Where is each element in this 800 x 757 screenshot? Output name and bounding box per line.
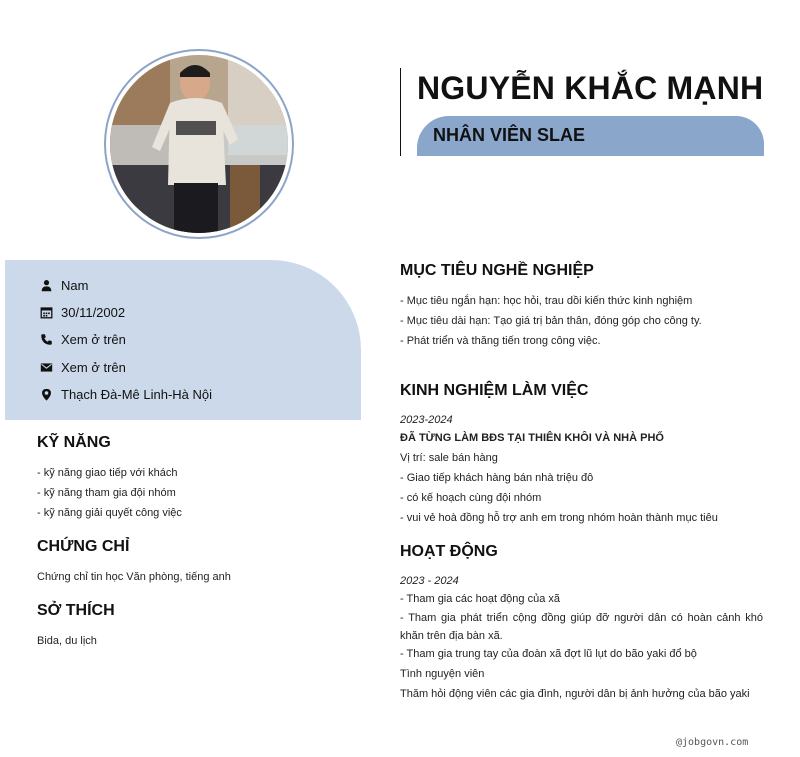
activity-item: Thăm hỏi động viên các gia đình, người dân bị ảnh hưởng của bão yaki <box>400 688 750 700</box>
activity-item: Tình nguyện viên <box>400 668 485 680</box>
location-pin-icon <box>39 387 53 401</box>
contact-address <box>39 384 212 404</box>
person-icon <box>39 278 53 292</box>
experience-heading: KINH NGHIỆM LÀM VIỆC <box>400 382 589 399</box>
gender-value: Nam <box>61 277 89 293</box>
avatar-photo <box>110 55 288 233</box>
objective-item: - Mục tiêu ngắn hạn: học hỏi, trau dồi kiến thức kinh nghiệm <box>400 295 693 307</box>
contact-gender <box>39 275 88 295</box>
activity-item: - Tham gia phát triển cộng đồng giúp đỡ người dân có hoàn cảnh khó khăn trên địa bàn xã. <box>400 612 763 642</box>
activities-period: 2023 - 2024 <box>400 575 459 587</box>
objective-item: - Phát triển và thăng tiến trong công việc. <box>400 335 601 347</box>
certificates-text: Chứng chỉ tin học Văn phòng, tiếng anh <box>37 571 231 583</box>
email-value: Xem ở trên <box>61 359 126 375</box>
skill-item: - kỹ năng giải quyết công việc <box>37 507 182 519</box>
contact-phone <box>39 329 126 349</box>
envelope-icon <box>39 360 53 374</box>
candidate-name: NGUYỄN KHẮC MẠNH <box>417 70 764 106</box>
skills-heading: KỸ NĂNG <box>37 434 111 451</box>
calendar-icon <box>39 305 53 319</box>
experience-item: - Giao tiếp khách hàng bán nhà triệu đô <box>400 472 594 484</box>
experience-period: 2023-2024 <box>400 414 453 426</box>
experience-item: Vị trí: sale bán hàng <box>400 452 498 464</box>
contact-email <box>39 357 126 377</box>
objective-heading: MỤC TIÊU NGHỀ NGHIỆP <box>400 262 594 279</box>
birthday-value: 30/11/2002 <box>61 304 126 320</box>
avatar <box>110 55 288 233</box>
skill-item: - kỹ năng giao tiếp với khách <box>37 467 178 479</box>
name-block <box>400 68 764 156</box>
objective-item: - Mục tiêu dài hạn: Tạo giá trị bản thân, đóng góp cho công ty. <box>400 315 702 327</box>
phone-value: Xem ở trên <box>61 331 126 347</box>
hobbies-heading: SỞ THÍCH <box>37 602 115 619</box>
activity-item: - Tham gia trung tay của đoàn xã đợt lũ lụt do bão yaki đổ bộ <box>400 648 697 660</box>
contact-birthday <box>39 302 125 322</box>
job-title: NHÂN VIÊN SLAE <box>433 125 586 145</box>
address-value: Thạch Đà-Mê Linh-Hà Nội <box>61 386 213 402</box>
activities-heading: HOẠT ĐỘNG <box>400 543 498 560</box>
hobbies-text: Bida, du lịch <box>37 635 97 647</box>
job-title-banner <box>417 116 764 156</box>
contact-panel <box>5 260 361 420</box>
certificates-heading: CHỨNG CHỈ <box>37 538 130 555</box>
experience-item: - có kế hoạch cùng đội nhóm <box>400 492 542 504</box>
phone-icon <box>39 332 53 346</box>
watermark: @jobgovn.com <box>676 737 749 748</box>
skill-item: - kỹ năng tham gia đội nhóm <box>37 487 176 499</box>
experience-company: ĐÃ TỪNG LÀM BĐS TẠI THIÊN KHÔI VÀ NHÀ PHỐ <box>400 432 664 444</box>
experience-item: - vui vẻ hoà đồng hỗ trợ anh em trong nhóm hoàn thành mục tiêu <box>400 512 718 524</box>
activity-item: - Tham gia các hoạt động của xã <box>400 593 561 605</box>
